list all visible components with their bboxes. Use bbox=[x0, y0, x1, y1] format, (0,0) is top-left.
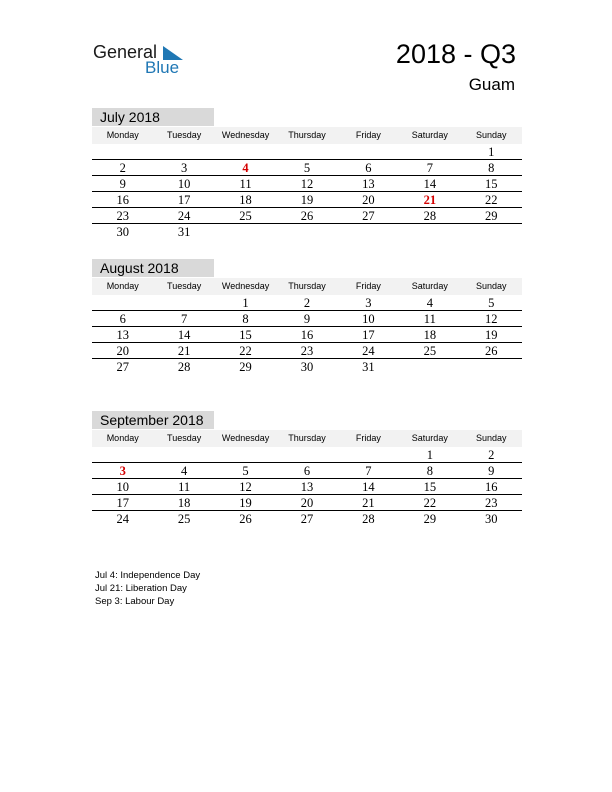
day-cell: 23 bbox=[116, 209, 129, 223]
day-cell: 2 bbox=[488, 448, 495, 462]
day-cell: 8 bbox=[426, 464, 433, 478]
day-cell: 18 bbox=[239, 193, 252, 207]
week-row bbox=[92, 343, 522, 359]
day-cell: 25 bbox=[423, 344, 437, 358]
month-september bbox=[92, 411, 522, 527]
empty-day-cell bbox=[399, 144, 460, 159]
day-cell: 7 bbox=[426, 161, 433, 175]
day-cell: 19 bbox=[300, 193, 314, 207]
day-cell: 30 bbox=[300, 360, 314, 374]
week-row bbox=[92, 224, 522, 240]
logo-text-blue: Blue bbox=[145, 58, 180, 77]
empty-day-cell bbox=[215, 224, 276, 240]
day-cell: 10 bbox=[177, 177, 191, 191]
day-cell: 17 bbox=[116, 496, 129, 510]
day-cell: 1 bbox=[426, 448, 433, 462]
day-cell: 13 bbox=[116, 328, 129, 342]
empty-day-cell bbox=[215, 447, 276, 462]
day-cell: 6 bbox=[119, 312, 126, 326]
weekday-label: Friday bbox=[355, 433, 381, 443]
day-cell: 4 bbox=[242, 161, 249, 175]
day-cell: 9 bbox=[488, 464, 495, 478]
week-row bbox=[92, 479, 522, 495]
day-cell: 26 bbox=[300, 209, 314, 223]
day-cell: 30 bbox=[116, 225, 129, 239]
month-july bbox=[92, 108, 522, 240]
empty-day-cell bbox=[276, 144, 337, 159]
day-cell: 14 bbox=[177, 328, 191, 342]
week-row bbox=[92, 327, 522, 343]
day-cell: 18 bbox=[423, 328, 437, 342]
month-title: August 2018 bbox=[92, 259, 214, 277]
day-cell: 9 bbox=[303, 312, 311, 326]
week-row bbox=[92, 192, 522, 208]
day-cell: 22 bbox=[423, 496, 437, 510]
day-cell: 4 bbox=[426, 296, 433, 310]
day-cell: 26 bbox=[239, 512, 252, 526]
day-cell: 19 bbox=[484, 328, 498, 342]
weekday-label: Tuesday bbox=[167, 433, 202, 443]
day-cell: 11 bbox=[423, 312, 436, 326]
week-row bbox=[92, 311, 522, 327]
weekday-header-row bbox=[92, 430, 522, 447]
weekday-label: Wednesday bbox=[221, 130, 270, 140]
empty-day-cell bbox=[153, 447, 214, 462]
week-row bbox=[92, 495, 522, 511]
day-cell: 2 bbox=[303, 296, 311, 310]
day-cell: 1 bbox=[242, 296, 249, 310]
day-cell: 23 bbox=[484, 496, 498, 510]
logo-text-general: General bbox=[93, 42, 158, 62]
day-cell: 11 bbox=[239, 177, 252, 191]
day-cell: 6 bbox=[303, 464, 311, 478]
month-title: July 2018 bbox=[92, 108, 214, 126]
weekday-label: Monday bbox=[106, 281, 139, 291]
day-cell: 24 bbox=[116, 512, 129, 526]
week-row bbox=[92, 208, 522, 224]
region-label: Guam bbox=[468, 75, 515, 94]
empty-day-cell bbox=[153, 144, 214, 159]
day-cell: 16 bbox=[116, 193, 129, 207]
day-cell: 16 bbox=[300, 328, 314, 342]
day-cell: 5 bbox=[303, 161, 311, 175]
holiday-note: Sep 3: Labour Day bbox=[95, 596, 175, 607]
empty-day-cell bbox=[399, 359, 460, 375]
day-cell: 24 bbox=[177, 209, 191, 223]
day-cell: 31 bbox=[362, 360, 375, 374]
day-cell: 20 bbox=[116, 344, 129, 358]
week-row bbox=[92, 144, 522, 160]
day-cell: 27 bbox=[362, 209, 375, 223]
day-cell: 9 bbox=[119, 177, 126, 191]
day-cell: 26 bbox=[484, 344, 498, 358]
day-cell: 28 bbox=[423, 209, 437, 223]
day-cell: 25 bbox=[177, 512, 191, 526]
weekday-label: Saturday bbox=[411, 130, 448, 140]
weekday-label: Tuesday bbox=[167, 281, 202, 291]
week-row bbox=[92, 359, 522, 375]
weekday-label: Thursday bbox=[288, 433, 326, 443]
day-cell: 8 bbox=[242, 312, 249, 326]
day-cell: 10 bbox=[116, 480, 129, 494]
day-cell: 30 bbox=[484, 512, 498, 526]
day-cell: 28 bbox=[362, 512, 375, 526]
day-cell: 24 bbox=[362, 344, 375, 358]
holiday-note: Jul 4: Independence Day bbox=[95, 570, 201, 581]
empty-day-cell bbox=[276, 224, 337, 240]
day-cell: 13 bbox=[362, 177, 375, 191]
weekday-label: Friday bbox=[355, 130, 381, 140]
day-cell: 1 bbox=[488, 145, 495, 159]
day-cell: 5 bbox=[488, 296, 495, 310]
brand-logo bbox=[93, 42, 193, 80]
day-cell: 14 bbox=[362, 480, 375, 494]
day-cell: 10 bbox=[362, 312, 375, 326]
day-cell: 22 bbox=[239, 344, 252, 358]
weekday-label: Wednesday bbox=[221, 433, 270, 443]
day-cell: 22 bbox=[484, 193, 498, 207]
day-cell: 5 bbox=[242, 464, 249, 478]
weekday-label: Saturday bbox=[411, 433, 448, 443]
day-cell: 29 bbox=[423, 512, 437, 526]
week-row bbox=[92, 511, 522, 527]
day-cell: 17 bbox=[177, 193, 191, 207]
day-cell: 3 bbox=[365, 296, 372, 310]
empty-day-cell bbox=[338, 447, 399, 462]
day-cell: 13 bbox=[300, 480, 314, 494]
weekday-label: Sunday bbox=[475, 130, 507, 140]
day-cell: 20 bbox=[362, 193, 375, 207]
empty-day-cell bbox=[92, 295, 153, 310]
week-row bbox=[92, 295, 522, 311]
weekday-label: Thursday bbox=[288, 281, 326, 291]
weekday-header-row bbox=[92, 278, 522, 295]
day-cell: 11 bbox=[178, 480, 191, 494]
day-cell: 21 bbox=[177, 344, 191, 358]
day-cell: 4 bbox=[181, 464, 188, 478]
empty-day-cell bbox=[399, 224, 460, 240]
weekday-label: Sunday bbox=[475, 433, 507, 443]
weekday-label: Wednesday bbox=[221, 281, 270, 291]
day-cell: 29 bbox=[239, 360, 252, 374]
weekday-label: Thursday bbox=[288, 130, 326, 140]
day-cell: 17 bbox=[362, 328, 375, 342]
day-cell: 3 bbox=[181, 161, 188, 175]
day-cell: 15 bbox=[484, 177, 498, 191]
day-cell: 16 bbox=[484, 480, 498, 494]
week-row bbox=[92, 463, 522, 479]
weekday-label: Tuesday bbox=[167, 130, 202, 140]
day-cell: 2 bbox=[119, 161, 126, 175]
day-cell: 15 bbox=[423, 480, 437, 494]
day-cell: 6 bbox=[365, 161, 372, 175]
day-cell: 20 bbox=[300, 496, 314, 510]
holiday-note: Jul 21: Liberation Day bbox=[95, 583, 187, 594]
day-cell: 31 bbox=[177, 225, 191, 239]
day-cell: 7 bbox=[365, 464, 372, 478]
weekday-label: Monday bbox=[106, 130, 139, 140]
week-row bbox=[92, 160, 522, 176]
month-august bbox=[92, 259, 522, 375]
day-cell: 21 bbox=[362, 496, 375, 510]
empty-day-cell bbox=[338, 144, 399, 159]
day-cell: 29 bbox=[484, 209, 498, 223]
day-cell: 12 bbox=[484, 312, 498, 326]
day-cell: 19 bbox=[239, 496, 252, 510]
month-title: September 2018 bbox=[92, 411, 214, 429]
day-cell: 18 bbox=[177, 496, 191, 510]
day-cell: 23 bbox=[300, 344, 314, 358]
weekday-label: Monday bbox=[106, 433, 139, 443]
day-cell: 27 bbox=[116, 360, 129, 374]
empty-day-cell bbox=[461, 224, 522, 240]
day-cell: 27 bbox=[300, 512, 314, 526]
day-cell: 12 bbox=[300, 177, 314, 191]
empty-day-cell bbox=[153, 295, 214, 310]
day-cell: 8 bbox=[488, 161, 495, 175]
day-cell: 14 bbox=[423, 177, 437, 191]
weekday-header-row bbox=[92, 127, 522, 144]
empty-day-cell bbox=[92, 447, 153, 462]
day-cell: 28 bbox=[177, 360, 191, 374]
empty-day-cell bbox=[338, 224, 399, 240]
weekday-label: Sunday bbox=[475, 281, 507, 291]
empty-day-cell bbox=[461, 359, 522, 375]
day-cell: 3 bbox=[119, 464, 126, 478]
empty-day-cell bbox=[276, 447, 337, 462]
day-cell: 21 bbox=[423, 193, 437, 207]
day-cell: 12 bbox=[239, 480, 252, 494]
week-row bbox=[92, 447, 522, 463]
holiday-notes bbox=[95, 569, 200, 608]
weekday-label: Friday bbox=[355, 281, 381, 291]
weekday-label: Saturday bbox=[411, 281, 448, 291]
day-cell: 15 bbox=[239, 328, 252, 342]
week-row bbox=[92, 176, 522, 192]
page-title: 2018 - Q3 bbox=[395, 39, 516, 69]
empty-day-cell bbox=[92, 144, 153, 159]
empty-day-cell bbox=[215, 144, 276, 159]
day-cell: 25 bbox=[239, 209, 252, 223]
day-cell: 7 bbox=[181, 312, 188, 326]
